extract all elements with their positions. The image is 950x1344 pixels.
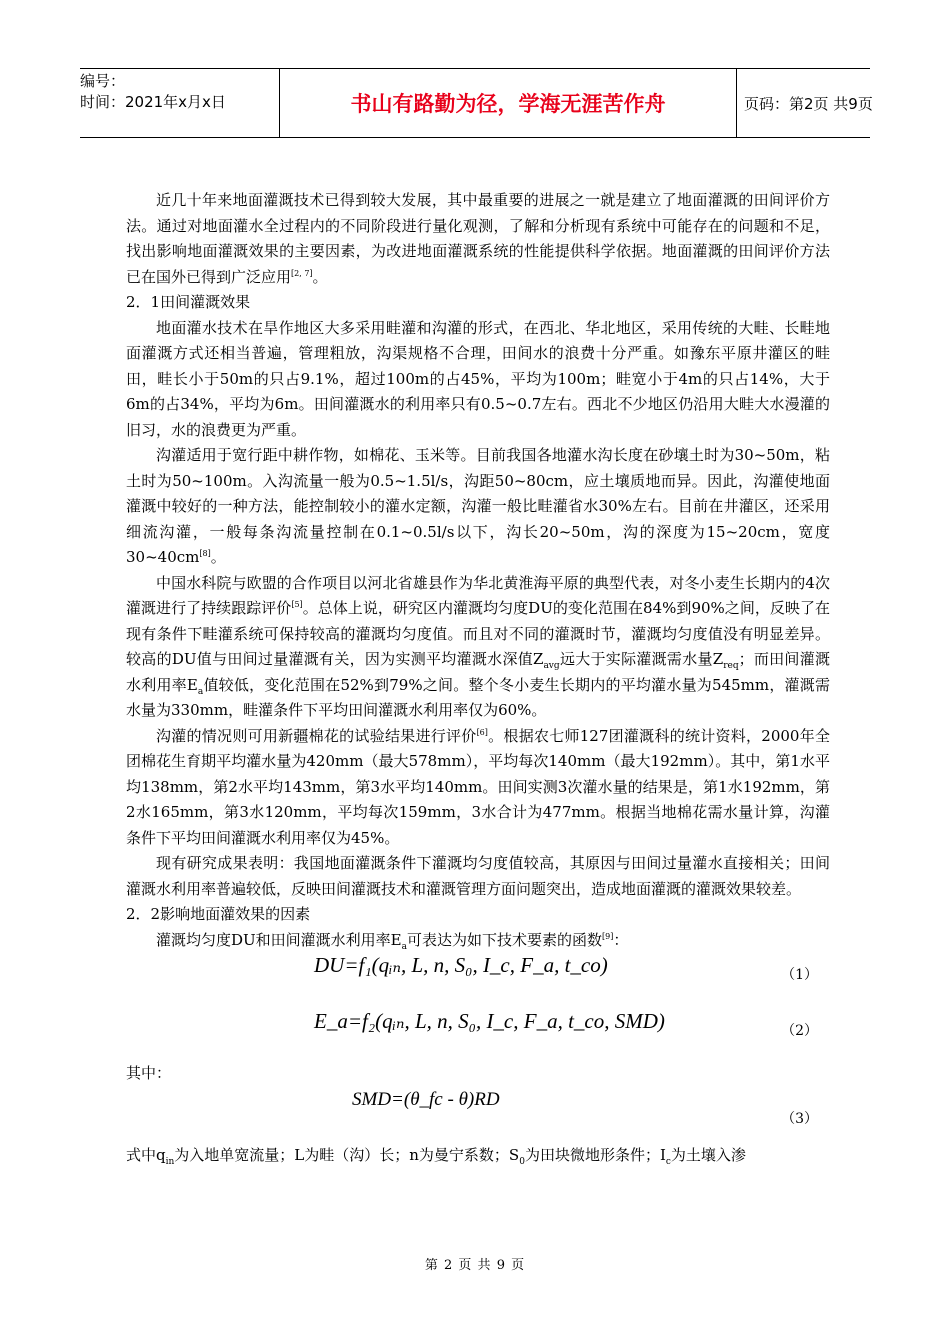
page-header <box>80 68 873 138</box>
header-page-label: 页码：第2页 共9页 <box>744 94 873 113</box>
header-motto: 书山有路勤为径，学海无涯苦作舟 <box>350 92 666 116</box>
formula-1: DU=f₁(qᵢₙ, L, n, S₀, I_c, F_a, t_co) <box>314 953 608 977</box>
header-meta <box>80 69 278 139</box>
paragraph-furrow-irrigation: 沟灌适用于宽行距中耕作物，如棉花、玉米等。目前我国各地灌水沟长度在砂壤土时为30~50m，粘土时为50~100m。入沟流量一般为0.5~1.5l/s，沟距50~80cm，应土壤质地而异。因此，沟灌使地面灌溉中较好的一种方法，能控制较小的灌水定额，沟灌一般比畦灌省水30%左右。目前在井灌区，还采用细流沟灌，一般每条沟流量控制在0.1~0.5l/s以下，沟长20~50m，沟的深度为15~20cm，宽度30~40cm[8]。 <box>126 446 830 566</box>
header-code-label: 编号： <box>80 72 126 90</box>
formula-block-3 <box>126 1087 830 1143</box>
formula-2: E_a=f₂(qᵢₙ, L, n, S₀, I_c, F_a, t_co, SMD) <box>314 1009 665 1033</box>
page-footer: 第 2 页 共 9 页 <box>424 1258 526 1273</box>
header-date-label: 时间：2021年x月x日 <box>80 93 226 111</box>
paragraph-intro: 近几十年来地面灌溉技术已得到较大发展，其中最重要的进展之一就是建立了地面灌溉的田间评价方法。通过对地面灌水全过程内的不同阶段进行量化观测，了解和分析现有系统中可能存在的问题和不足，找出影响地面灌溉效果的主要因素，为改进地面灌溉系统的性能提供科学依据。地面灌溉的田间评价方法已在国外已得到广泛应用[2, 7]。 <box>126 191 830 286</box>
paragraph-symbol-definitions: 式中$q_{in}$为入地单宽流量；L为畦（沟）长；n为曼宁系数；$S_0$为田块微地形条件；$I_c$为土壤入渗 <box>126 1145 746 1167</box>
paragraph-function-intro: 灌溉均匀度DU和田间灌溉水利用率$E_a$可表达为如下技术要素的函数[9]： <box>156 930 629 952</box>
header-divider <box>736 69 737 137</box>
formula-3: SMD=(θ_fc - θ)RD <box>352 1088 500 1110</box>
paragraph-border-irrigation: 地面灌水技术在旱作地区大多采用畦灌和沟灌的形式，在西北、华北地区，采用传统的大畦、长畦地面灌溉方式还相当普遍，管理粗放，沟渠规格不合理，田间水的浪费十分严重。如豫东平原井灌区的畦田，畦长小于50m的只占9.1%，超过100m的占45%，平均为100m；畦宽小于4m的只占14%，大于6m的占34%，平均为6m。田间灌溉水的利用率只有0.5~0.7左右。西北不少地区仍沿用大畦大水漫灌的旧习，水的浪费更为严重。 <box>126 318 830 439</box>
formula-2-number: （2） <box>781 1023 818 1039</box>
paragraph-conclusion: 现有研究成果表明：我国地面灌溉条件下灌溉均匀度值较高，其原因与田间过量灌水直接相关；田间灌溉水利用率普遍较低，反映田间灌溉技术和灌溉管理方面问题突出，造成地面灌溉的灌溉效果较差。 <box>126 854 830 898</box>
document-body <box>126 188 830 1168</box>
where-label: 其中： <box>126 1064 172 1082</box>
section-title-2-2: 2．2影响地面灌效果的因素 <box>126 905 311 923</box>
paragraph-xiong-county: 中国水科院与欧盟的合作项目以河北省雄县作为华北黄淮海平原的典型代表，对冬小麦生长期内的4次灌溉进行了持续跟踪评价[5]。总体上说，研究区内灌溉均匀度DU的变化范围在84%到90%之间，反映了在现有条件下畦灌系统可保持较高的灌溉均匀度值。而且对不同的灌溉时节，灌溉均匀度值没有明显差异。较高的DU值与田间过量灌溉有关，因为实测平均灌溉水深值$Z_{avg}$远大于实际灌溉需水量$Z_{req}$；而田间灌溉水利用率$E_a$值较低，变化范围在52%到79%之间。整个冬小麦生长期内的平均灌水量为545mm，灌溉需水量为330mm，畦灌条件下平均田间灌溉水利用率仅为60%。 <box>126 573 830 719</box>
formula-1-number: （1） <box>781 967 818 983</box>
formula-3-number: （3） <box>781 1110 818 1127</box>
section-title-2-1: 2．1田间灌溉效果 <box>126 293 251 311</box>
paragraph-xinjiang-cotton: 沟灌的情况则可用新疆棉花的试验结果进行评价[6]。根据农七师127团灌溉科的统计资料，2000年全团棉花生育期平均灌水量为420mm（最大578mm），平均每次140mm（最大192mm）。其中，第1水平均138mm，第2水平均143mm，第3水平均140mm。田间实测3次灌水量的结果是，第1水192mm，第2水165mm，第3水120mm，平均每次159mm，3水合计为477mm。根据当地棉花需水量计算，沟灌条件下平均田间灌溉水利用率仅为45%。 <box>126 726 830 847</box>
formula-block-1 <box>126 953 830 1003</box>
formula-block-2 <box>126 1003 830 1061</box>
